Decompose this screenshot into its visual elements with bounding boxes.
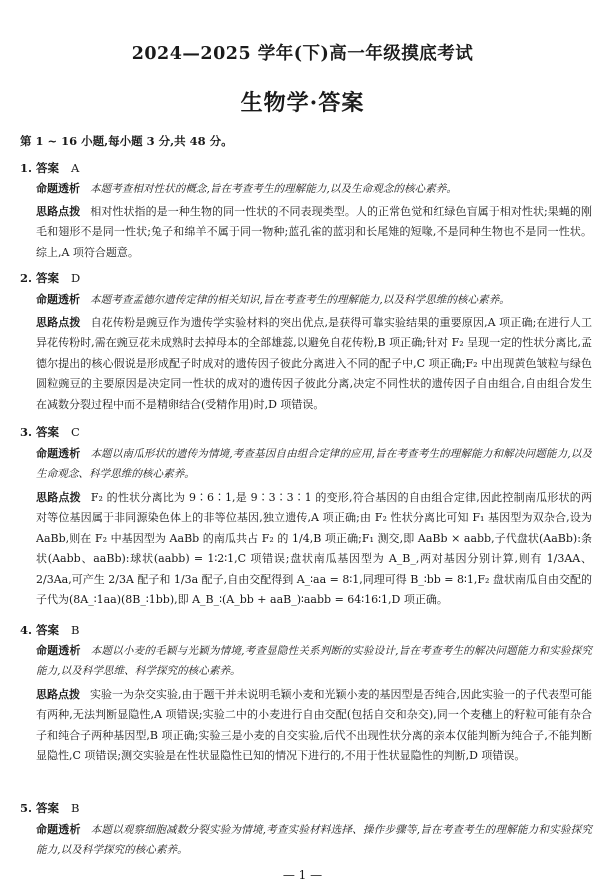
answer-value: A — [71, 161, 80, 175]
question-number: 2. — [20, 271, 33, 285]
analysis-label: 命题透析 — [36, 447, 81, 460]
analysis-label: 命题透析 — [36, 644, 81, 657]
answer-label: 答案 — [36, 161, 60, 175]
answer-value: B — [71, 801, 80, 815]
question-2-analysis — [36, 290, 592, 310]
analysis-text: 本题考查孟德尔遗传定律的相关知识,旨在考查考生的理解能力,以及科学思维的核心素养。 — [90, 294, 510, 306]
answer-label: 答案 — [36, 623, 60, 637]
hint-text: 自花传粉是豌豆作为遗传学实验材料的突出优点,是获得可靠实验结果的重要原因,A 项正确;在进行人工异花传粉时,需在豌豆花未成熟时去掉母本的全部雄蕊,以避免自花传粉,B 项正确;针对 F₂ 呈现一定的性状分离比,孟德尔提出的核心假说是形成配子时成对的遗传因子彼此分离进入不同的配子中,C 项正确;F₂ 中出现黄色皱粒与绿色圆粒豌豆的主要原因是决定同一性状的成对的遗传因子彼此分离,决定不同性状的遗传因子自由组合,自由组合发生在减数分裂过程中而不是精卵结合(受精作用)时,D 项错误。 — [36, 316, 592, 411]
answer-value: D — [71, 271, 81, 285]
answer-value: C — [71, 425, 80, 439]
answer-label: 答案 — [36, 801, 60, 815]
question-1-hint — [36, 202, 592, 263]
question-4-header — [20, 622, 590, 638]
question-4-hint — [36, 685, 592, 767]
answer-label: 答案 — [36, 425, 60, 439]
question-1-analysis — [36, 179, 592, 199]
question-2-header — [20, 270, 590, 286]
hint-label: 思路点拨 — [36, 491, 81, 504]
analysis-text: 本题考查相对性状的概念,旨在考查考生的理解能力,以及生命观念的核心素养。 — [90, 183, 457, 195]
question-number: 5. — [20, 801, 33, 815]
analysis-text: 本题以观察细胞减数分裂实验为情境,考查实验材料选择、操作步骤等,旨在考查考生的理解能力和实验探究能力,以及科学探究的核心素养。 — [36, 824, 592, 857]
question-3-analysis — [36, 444, 592, 485]
analysis-label: 命题透析 — [36, 823, 81, 836]
page-number: — 1 — — [282, 868, 323, 882]
analysis-label: 命题透析 — [36, 293, 80, 306]
hint-label: 思路点拨 — [36, 205, 81, 218]
question-3-hint — [36, 488, 592, 610]
question-5-analysis — [36, 820, 592, 861]
analysis-text: 本题以南瓜形状的遗传为情境,考查基因自由组合定律的应用,旨在考查考生的理解能力和解决问题能力,以及生命观念、科学思维的核心素养。 — [36, 448, 592, 481]
hint-text: F₂ 的性状分离比为 9∶6∶1,是 9∶3∶3∶1 的变形,符合基因的自由组合定律,因此控制南瓜形状的两对等位基因属于非同源染色体上的非等位基因,独立遗传,A 项正确;由 F₂ 性状分离比可知 F₁ 基因型为双杂合,设为 AaBb,则在 F₂ 中基因型为 AaBb 的南瓜共占 F₂ 的 1/4,B 项正确;F₁ 测交,即 AaBb × aabb,子代盘状(AaBb):条状(Aabb、aaBb):球状(aabb) = 1∶2∶1,C 项错误;盘状南瓜基因型为 A_B_,两对基因分别计算,则有 1/3AA、2/3Aa,可产生 2/3A 配子和 1/3a 配子,自由交配得到 A_∶aa = 8∶1,同理可得 B_∶bb = 8∶1,F₂ 盘状南瓜自由交配的子代为(8A_∶1aa)(8B_∶1bb),即 A_B_∶(A_bb + aaB_)∶aabb = 64∶16∶1,D 项正确。 — [36, 491, 592, 607]
answer-value: B — [71, 623, 80, 637]
hint-text: 实验一为杂交实验,由于题干并未说明毛颖小麦和光颖小麦的基因型是否纯合,因此实验一的子代表型可能有两种,无法判断显隐性,A 项错误;实验二中的小麦进行自由交配(包括自交和杂交),同一个麦穗上的籽粒可能有杂合子和纯合子两种基因型,B 项正确;实验三是小麦的自交实验,后代不出现性状分离的亲本仅能判断为纯合子,不能判断显隐性,C 项错误;测交实验是在性状显隐性已知的情况下进行的,不用于性状显隐性的判断,D 项错误。 — [36, 688, 592, 763]
question-3-header — [20, 424, 590, 440]
question-1-header — [20, 160, 590, 176]
question-5-header — [20, 800, 590, 816]
question-number: 4. — [20, 623, 33, 637]
document-subtitle: 生物学·答案 — [240, 90, 365, 116]
hint-text: 相对性状指的是一种生物的同一性状的不同表现类型。人的正常色觉和红绿色盲属于相对性状;果蝇的刚毛和翅形不是同一性状;兔子和绵羊不属于同一物种;蓝孔雀的蓝羽和长尾雉的短喙,不是同种生物也不是同一性状。综上,A 项符合题意。 — [36, 205, 593, 259]
hint-label: 思路点拨 — [36, 316, 81, 329]
question-2-hint — [36, 313, 592, 415]
section-intro: 第 1 ~ 16 小题,每小题 3 分,共 48 分。 — [20, 134, 233, 148]
answer-label: 答案 — [36, 271, 60, 285]
exam-title: 2024—2025 学年(下)高一年级摸底考试 — [131, 44, 474, 64]
question-number: 1. — [20, 161, 33, 175]
question-number: 3. — [20, 425, 33, 439]
analysis-label: 命题透析 — [36, 182, 80, 195]
analysis-text: 本题以小麦的毛颖与光颖为情境,考查显隐性关系判断的实验设计,旨在考查考生的解决问题能力和实验探究能力,以及科学思维、科学探究的核心素养。 — [36, 645, 592, 678]
hint-label: 思路点拨 — [36, 688, 80, 701]
question-4-analysis — [36, 641, 592, 682]
